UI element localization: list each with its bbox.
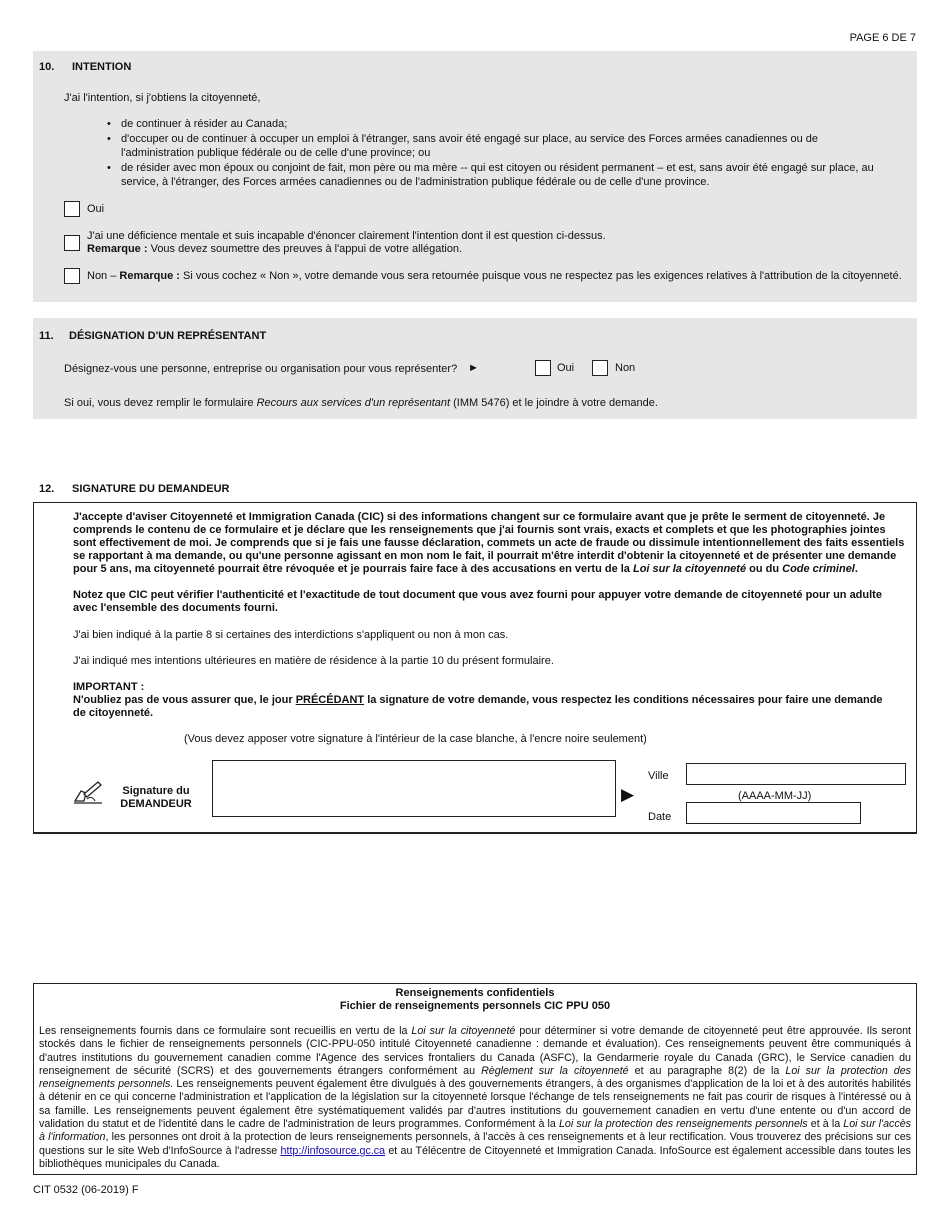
deficience-remark: [87, 243, 887, 256]
intention-oui-label: Oui: [87, 203, 105, 215]
ville-label: Ville: [648, 770, 669, 782]
intention-intro: J'ai l'intention, si j'obtiens la citoyenneté,: [64, 92, 261, 104]
important-label: IMPORTANT :: [73, 681, 145, 693]
note-form-name: Recours aux services d'un représentant: [256, 397, 451, 409]
declaration-end: .: [854, 563, 858, 575]
privacy-law-ref: Loi sur la protection des renseignements personnels: [558, 1118, 808, 1131]
privacy-notice-box: [33, 983, 917, 1175]
ville-input[interactable]: [686, 763, 906, 785]
code-name: Code criminel: [782, 563, 855, 575]
list-item: • de continuer à résider au Canada;: [103, 117, 893, 131]
deficience-line: J'ai une déficience mentale et suis incapable d'énoncer clairement l'intention dont il est question ci-dessus.: [87, 230, 606, 242]
intention-deficience-checkbox[interactable]: [64, 235, 80, 251]
section-11-panel: [33, 318, 917, 419]
privacy-text: [39, 1025, 911, 1171]
intention-oui-checkbox[interactable]: [64, 201, 80, 217]
declaration-text: J'accepte d'aviser Citoyenneté et Immigration Canada (CIC) si des informations changent sur ce formulaire avant que je prête le serment de citoyenneté. Je comprends le contenu de ce formulaire et je déclare que les renseignements que j'ai fournis sont vrais, exacts et complets et que les photographies jointes sont effectivement de moi. Je comprends que si je fais une fausse déclaration, commets un acte de fraude ou dissimule intentionnellement des faits essentiels se rapportant à ma demande, ou qu'une personne agissant en mon nom le fait, il pourrait m'être interdit d'obtenir la citoyenneté et de présenter une demande pour 5 ans, ma citoyenneté pourrait être révoquée et je pourrais faire face à des accusations en vertu de la: [73, 511, 905, 575]
important-text-b: la signature de votre demande, vous respectez les conditions nécessaires pour faire une demande de citoyenneté.: [73, 694, 883, 719]
non-prefix: Non –: [87, 270, 120, 282]
signature-label-line2: DEMANDEUR: [120, 798, 192, 810]
privacy-text-part: Les renseignements peuvent également être divulgués à des gouvernements étrangers, à des organismes d'application de la loi et à des autorités habilités à détenir en ce qui concerne l'administration et l'application de la législation sur la citoyenneté lorsque l'échange de tels renseignements ne fait pas courir de risques à l'intéressé ou à sa famille. Les renseignements peuvent également être systématiquement validés par d'autres institutions du gouvernement canadien en vertu d'une entente ou d'un accord de validation du statut et de l'identité dans le cadre de l'administration de leurs programmes. Conformément à la: [39, 1078, 911, 1131]
intention-non-checkbox[interactable]: [64, 268, 80, 284]
page-number: PAGE 6 DE 7: [849, 32, 916, 44]
important-text: [73, 694, 883, 720]
privacy-text-part: et au Télécentre de Citoyenneté et Immigration Canada. InfoSource est également accessible dans toutes les bibliothèques municipales du Canada.: [39, 1144, 911, 1170]
arrow-right-icon: ▶: [621, 785, 635, 804]
declaration-paragraph: [73, 511, 909, 576]
signature-label: [104, 785, 208, 811]
section-12-title: SIGNATURE DU DEMANDEUR: [72, 483, 230, 495]
part10-statement: J'ai indiqué mes intentions ultérieures en matière de résidence à la partie 10 du présent formulaire.: [73, 655, 554, 667]
arrow-icon: ►: [468, 362, 479, 374]
important-underlined: PRÉCÉDANT: [295, 694, 365, 706]
signature-box[interactable]: [212, 760, 616, 817]
privacy-title-line2: Fichier de renseignements personnels CIC PPU 050: [339, 1000, 611, 1012]
important-notice: [73, 681, 883, 720]
privacy-law-ref: Loi sur l'accès à l'information: [39, 1118, 911, 1144]
privacy-text-part: Les renseignements fournis dans ce formulaire sont recueillis en vertu de la: [39, 1025, 412, 1037]
pen-signing-icon: [72, 779, 104, 807]
privacy-title-line1: Renseignements confidentiels: [395, 987, 555, 999]
date-format-hint: (AAAA-MM-JJ): [738, 790, 812, 802]
signature-instruction: (Vous devez apposer votre signature à l'intérieur de la case blanche, à l'encre noire seulement): [184, 733, 647, 745]
intention-list: [103, 117, 893, 190]
privacy-text-part: pour déterminer si votre demande de citoyenneté peut être approuvée. Ils seront stockés dans le fichier de renseignements personnels (CIC-PPU-050 intitulé Citoyenneté canadienne : demande et évaluation). Ces renseignements peuvent être communiqués à d'autres institutions du gouvernement canadien comme l'Agence des services frontaliers du Canada (ASFC), la Gendarmerie royale du Canada (GRC), le Service canadien du renseignement de sécurité (SCRS) et des gouvernements étrangers conformément au: [39, 1025, 912, 1077]
section-10-panel: [33, 51, 917, 302]
remark-label: Remarque :: [87, 243, 148, 255]
privacy-text-part: et à la: [807, 1118, 844, 1131]
representative-note: [64, 397, 658, 409]
privacy-law-ref: Loi sur la protection des renseignements personnels.: [39, 1064, 912, 1091]
signature-label-line1: Signature du: [122, 785, 190, 797]
representative-oui-checkbox[interactable]: [535, 360, 551, 376]
part8-statement: J'ai bien indiqué à la partie 8 si certaines des interdictions s'appliquent ou non à mon cas.: [73, 629, 509, 641]
privacy-law-ref: Règlement sur la citoyenneté: [481, 1064, 629, 1077]
date-input[interactable]: [686, 802, 861, 824]
representative-non-checkbox[interactable]: [592, 360, 608, 376]
date-label: Date: [648, 811, 672, 823]
declaration-text-mid: ou du: [746, 563, 783, 575]
privacy-title: [34, 987, 916, 1013]
law-name: Loi sur la citoyenneté: [632, 563, 747, 575]
non-remark-label: Remarque :: [119, 270, 180, 282]
note-text: Si oui, vous devez remplir le formulaire: [64, 397, 257, 409]
representative-oui-label: Oui: [557, 362, 575, 374]
privacy-law-ref: Loi sur la citoyenneté: [411, 1025, 516, 1037]
section-11-number: 11.: [39, 330, 54, 342]
important-text-a: N'oubliez pas de vous assurer que, le jour: [73, 694, 296, 706]
section-10-number: 10.: [39, 61, 55, 73]
intention-non-text: [87, 270, 907, 282]
remark-text: Vous devez soumettre des preuves à l'appui de votre allégation.: [147, 243, 463, 255]
infosource-link[interactable]: http://infosource.gc.ca: [280, 1144, 386, 1157]
list-item: • d'occuper ou de continuer à occuper un emploi à l'étranger, sans avoir été engagé sur place, au service des Forces armées canadiennes ou de l'administration publique fédérale ou de celle d'une province; ou: [103, 132, 893, 160]
section-11-title: DÉSIGNATION D'UN REPRÉSENTANT: [69, 330, 267, 342]
representative-non-label: Non: [615, 362, 636, 374]
section-12-number: 12.: [39, 483, 55, 495]
representative-question: Désignez-vous une personne, entreprise ou organisation pour vous représenter?: [64, 363, 458, 375]
intention-deficience-text: [87, 230, 887, 256]
privacy-text-part: , les personnes ont droit à la protection de leurs renseignements personnels, à l'accès à ces renseignements et à leur rectification. Vous trouverez des précisions sur ces questions sur le site Web d'InfoSource à l'adresse: [39, 1131, 911, 1157]
section-10-title: INTENTION: [72, 61, 132, 73]
verification-paragraph: Notez que CIC peut vérifier l'authenticité et l'exactitude de tout document que vous avez fourni pour appuyer votre demande de citoyenneté pour un adulte avec l'ensemble des documents fourni.: [73, 589, 882, 614]
non-remark-text: Si vous cochez « Non », votre demande vous sera retournée puisque vous ne respectez pas les exigences relatives à l'attribution de la citoyenneté.: [179, 270, 902, 282]
signature-section-box: [33, 502, 917, 834]
form-code: CIT 0532 (06-2019) F: [33, 1184, 139, 1196]
note-text-end: (IMM 5476) et le joindre à votre demande.: [450, 397, 658, 409]
privacy-text-part: et au paragraphe 8(2) de la: [628, 1064, 786, 1077]
list-item: • de résider avec mon époux ou conjoint de fait, mon père ou ma mère -- qui est citoyen ou résident permanent – et est, sans avoir été engagé sur place, au service, à l'étranger, des Forces armées canadiennes ou de l'administration publique fédérale ou de celle d'une province.: [103, 161, 893, 189]
